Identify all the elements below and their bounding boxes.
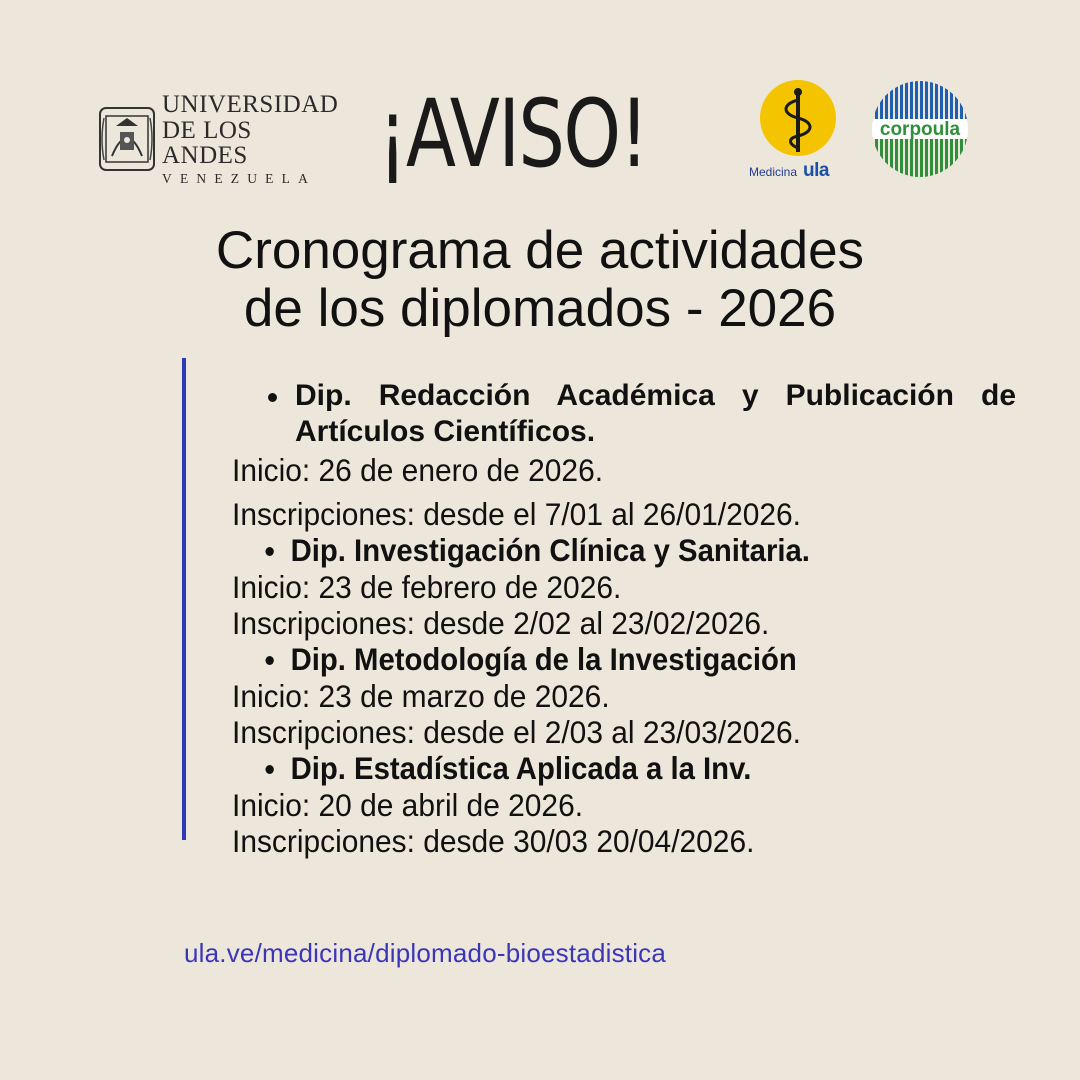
diploma-start-date: Inicio: 23 de marzo de 2026. [232,678,610,714]
university-seal-icon [98,106,156,172]
diploma-registration-dates: Inscripciones: desde 30/03 20/04/2026. [232,823,755,859]
university-logo [98,91,339,187]
diploma-title: Dip. Metodología de la Investigación [232,641,976,678]
page-title [0,222,1080,338]
corpoula-logo-icon [870,79,970,179]
diploma-registration-dates: Inscripciones: desde 2/02 al 23/02/2026. [232,605,770,641]
university-name-line1: UNIVERSIDAD [162,91,339,119]
ula-brand-label: ula [803,160,829,181]
diploma-info-link[interactable]: ula.ve/medicina/diplomado-bioestadistica [184,938,667,968]
headline: ¡AVISO! [378,80,648,189]
diploma-registration-dates: Inscripciones: desde el 2/03 al 23/03/2026. [232,714,801,750]
medicina-label: Medicina [749,165,798,179]
corpoula-wordmark: corpoula [879,119,961,140]
university-country: VENEZUELA [162,171,317,187]
diploma-start-date: Inicio: 20 de abril de 2026. [232,787,584,823]
medicina-logo-caption [749,160,829,182]
diploma-registration-dates: Inscripciones: desde el 7/01 al 26/01/2026. [232,496,801,532]
diploma-title: Dip. Investigación Clínica y Sanitaria. [232,532,976,569]
university-name-line2: DE LOS ANDES [162,117,252,170]
schedule-list [232,378,1032,859]
diploma-title: Dip. Estadística Aplicada a la Inv. [232,750,976,787]
university-wordmark [162,92,338,186]
title-line1: Cronograma de actividades [215,221,865,280]
accent-bar [182,358,186,840]
diploma-title: Dip. Redacción Académica y Publicación de Artículos Científicos. [232,378,1016,450]
diploma-start-date: Inicio: 23 de febrero de 2026. [232,569,622,605]
title-line2: de los diplomados - 2026 [243,279,837,338]
diploma-start-date: Inicio: 26 de enero de 2026. [232,452,604,488]
